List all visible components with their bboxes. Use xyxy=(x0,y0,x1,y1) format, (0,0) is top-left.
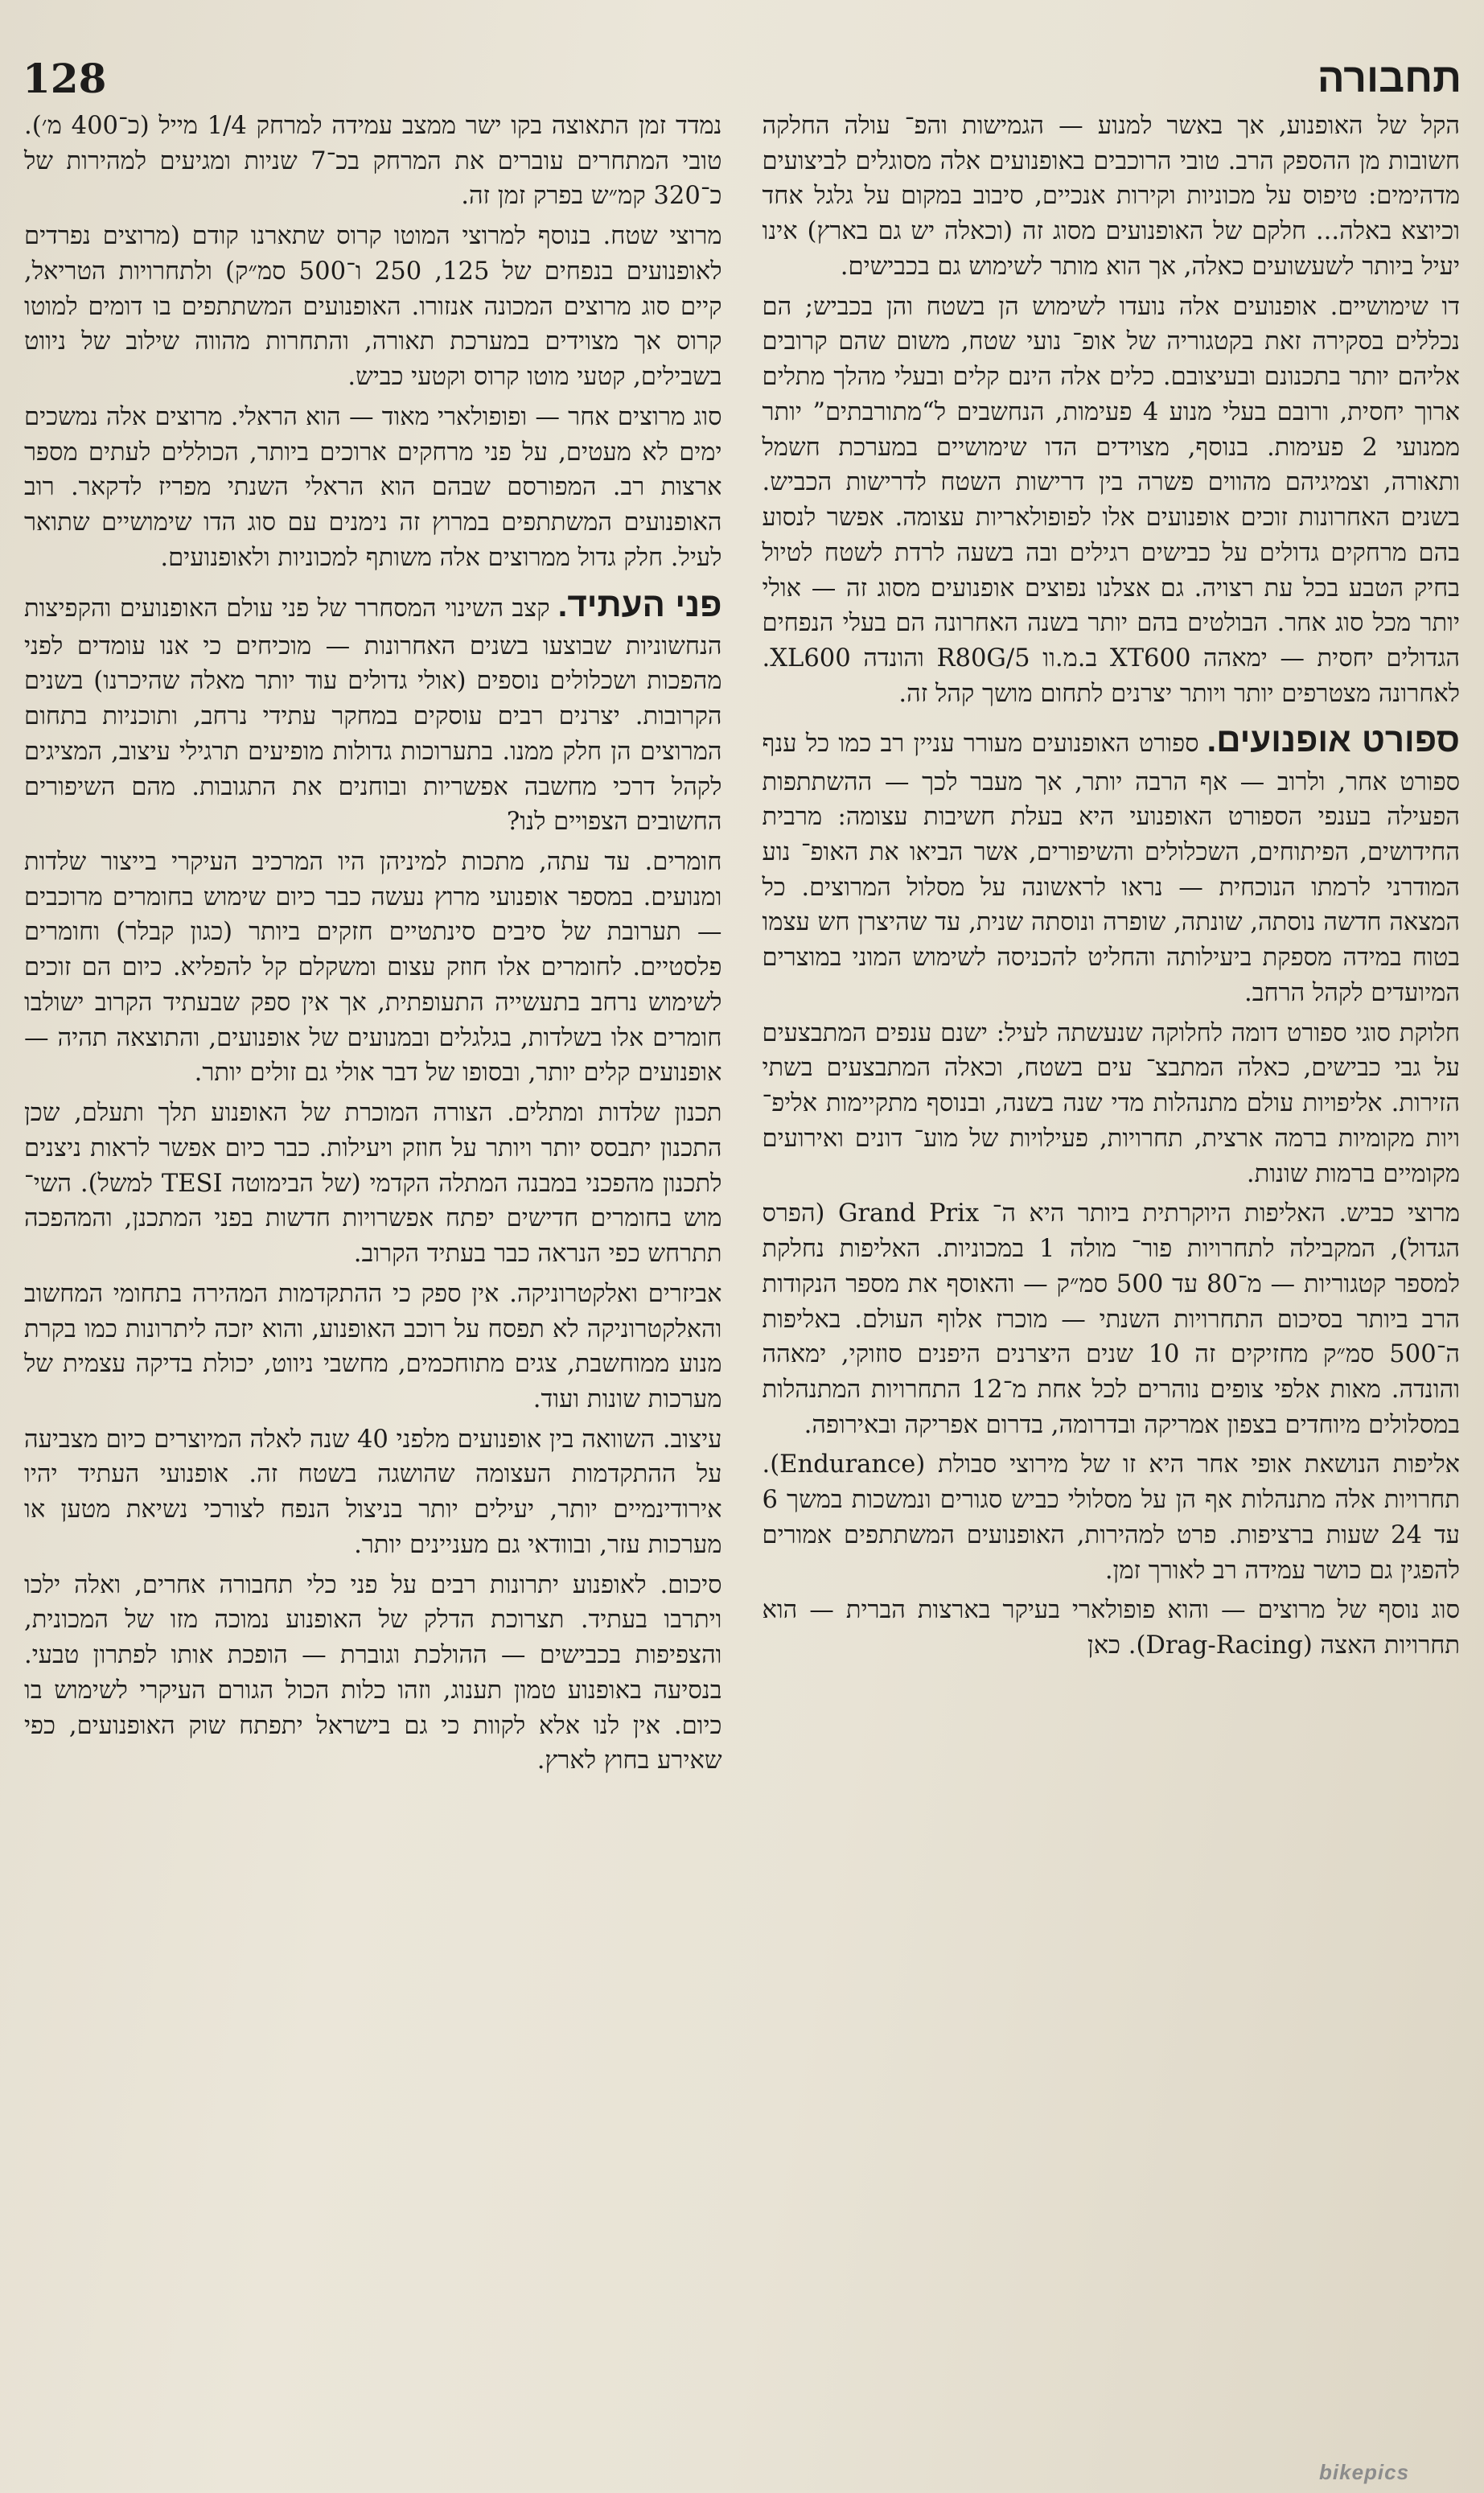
section-heading: ספורט אופנועים. xyxy=(1207,721,1461,759)
section-title: תחבורה xyxy=(1317,56,1461,101)
paragraph xyxy=(763,1196,1461,1442)
running-head xyxy=(23,50,1461,106)
paragraph-text: דו שימושיים. אופנועים אלה נועדו לשימוש הן בשטח והן בכביש; הם נכללים בסקירה זאת בקטגוריה של אופ־ נועי שטח, משום שהם קרובים אליהם יותר בתכנונם ובעיצובם. כלים אלה הינם קלים ובעלי מהלך מתלים ארוך יחסית, ורובם בעלי מנוע 4 פעימות, הנחשבים ל“מתורבתים” יותר ממנועי 2 פעימות. בנוסף, מצוידים הדו שימושיים במערכת חשמל ותאורה, וצמיגיהם מהווים פשרה בין דרישות השטח לדרישות הכביש. בשנים האחרונות זוכים אופנועים אלו לפופולאריות עצומה. אפשר לנסוע בהם מרחקים גדולים על כבישים רגילים ובה בשעה לרדת לשטח לטיול בחיק הטבע בכל עת רצויה. גם אצלנו נפוצים אופנועים מסוג זה — אולי יותר מכל סוג אחר. הבולטים בהם יותר בשנה האחרונה הם בעלי הנפחים הגדולים יחסית — ימאהה XT600 ב.מ.וו R80G/5 והונדה XL600. לאחרונה מצטרפים יותר ויותר יצרנים לתחום מושך קהל זה. xyxy=(762,292,1461,708)
paragraph-text: מרוצי שטח. בנוסף למרוצי המוטו קרוס שתארנו קודם (מרוצים נפרדים לאופנועים בנפחים של 125, 250 ו־500 סמ״ק) ולתחרויות הטריאל, קיים סוג מרוצים המכונה אנזורו. האופנועים המשתתפים בו דומים למוטו קרוס אך מצוידים במערכת תאורה, והתחרות מהווה שילוב של ניווט בשבילים, קטעי מוטו קרוס וקטעי כביש. xyxy=(24,222,722,392)
paragraph-text: הקל של האופנוע, אך באשר למנוע — הגמישות והפ־ עולה החלקה חשובות מן ההספק הרב. טובי הרוכבים באופנועים אלה מסוגלים לביצועים מדהימים: טיפוס על מכוניות וקירות אנכיים, סיבוב במקום על גלגל אחד וכיוצא באלה... חלקם של האופנועים מסוג זה (וכאלה יש גם בארץ) אינו יעיל ביותר לשעשועים כאלה, אך הוא מותר לשימוש גם בכבישים. xyxy=(762,112,1460,281)
paragraph-text: אליפות הנושאת אופי אחר היא זו של מירוצי סבולת (Endurance). תחרויות אלה מתנהלות אף הן על מסלולי כביש סגורים ונמשכות במשך 6 עד 24 שעות ברציפות. פרט למהירות, האופנועים המשתתפים אמורים להפגין גם כושר עמידה רב לאורך זמן. xyxy=(762,1450,1460,1585)
paragraph-text: סיכום. לאופנוע יתרונות רבים על פני כלי תחבורה אחרים, ואלה ילכו ויתרבו בעתיד. תצרוכת הדלק של האופנוע נמוכה מזו של המכונית, והצפיפות בכבישים — ההולכת וגוברת — הופכת אותו לפתרון טבעי. בנסיעה באופנוע טמון תענוג, וזהו כלות הכול הגורם העיקרי לשימוש בו כיום. אין לנו אלא לקוות כי גם בישראל יתפתח שוק האופנועים, כפי שאירע בחוץ לארץ. xyxy=(24,1570,722,1775)
paragraph xyxy=(24,581,722,840)
section-heading: פני העתיד. xyxy=(557,585,722,623)
paragraph xyxy=(24,400,722,576)
paragraph-text: חלוקת סוגי ספורט דומה לחלוקה שנעשתה לעיל: ישנם ענפים המתבצעים על גבי כבישים, כאלה המתבצ־ עים בשטח, וכאלה המתבצעים בשתי הזירות. אליפויות עולם מתנהלות מדי שנה בשנה, ובנוסף מתקיימות אליפ־ ויות מקומיות ברמה ארצית, תחרויות, פעילויות של מוע־ דונים ואירועים מקומיים ברמות שונות. xyxy=(762,1018,1460,1188)
paragraph-text: תכנון שלדות ומתלים. הצורה המוכרת של האופנוע תלך ותעלם, שכן התכנון יתבסס יותר ויותר על חוזק ויעילות. כבר כיום אפשר לראות ניצנים לתכנון מהפכני במבנה המתלה הקדמי (של הבימוטה TESI למשל). השי־ מוש בחומרים חדישים יפתח אפשרויות חדשות בפני המתכנן, והמהפכה תתרחש כפי הנראה כבר בעתיד הקרוב. xyxy=(24,1099,722,1269)
paragraph-text: נמדד זמן התאוצה בקו ישר ממצב עמידה למרחק 1/4 מייל (כ־400 מ׳). טובי המתחרים עוברים את המרחק בכ־7 שניות ומגיעים למהירות של כ־320 קמ״ש בפרק זמן זה. xyxy=(24,112,722,211)
paragraph-text: מרוצי כביש. האליפות היוקרתית ביותר היא ה־ Grand Prix (הפרס הגדול), המקבילה לתחרויות פור־ מולה 1 במכוניות. האליפות נחלקת למספר קטגוריות — מ־80 עד 500 סמ״ק — והאוסף את מספר הנקודות הרב ביותר בסיכום התחרויות השנתי — מוכרז אלוף העולם. באליפות ה־500 סמ״ק מחזיקים זה 10 שנים היצרנים היפנים סוזוקי, ימאהה והונדה. מאות אלפי צופים נוהרים לכל אחת מ־12 התחרויות המתנהלות במסלולים מיוחדים בצפון אמריקה ובדרומה, בדרום אפריקה ובאירופה. xyxy=(762,1199,1460,1439)
paragraph xyxy=(763,1593,1461,1663)
paragraph-text: סוג נוסף של מרוצים — והוא פופולארי בעיקר בארצות הברית — הוא תחרויות האצה (Drag-Racing). כאן xyxy=(762,1596,1460,1660)
page-number: 128 xyxy=(23,54,107,102)
paragraph xyxy=(24,1422,722,1563)
paragraph xyxy=(24,1277,722,1417)
left-column xyxy=(24,109,722,2461)
paragraph xyxy=(763,1447,1461,1588)
paragraph xyxy=(763,1016,1461,1192)
paragraph xyxy=(763,716,1461,1010)
paragraph xyxy=(24,845,722,1091)
paragraph xyxy=(24,1096,722,1272)
paragraph-text: עיצוב. השוואה בין אופנועים מלפני 40 שנה לאלה המיוצרים כיום מצביעה על ההתקדמות העצומה שהושגה בשטח זה. אופנועי העתיד יהיו אירודינמיים יותר, יעילים יותר בניצול הנפח לצורכי נשיאת מטען או מערכות עזר, ובוודאי גם מעניינים יותר. xyxy=(24,1425,722,1559)
paragraph-text: אביזרים ואלקטרוניקה. אין ספק כי ההתקדמות המהירה בתחומי המחשוב והאלקטרוניקה לא תפסח על רוכב האופנוע, והוא יזכה ליתרונות כמו בקרת מנוע ממוחשבת, צגים מתוחכמים, מחשבי ניווט, יכולת בדיקה עצמית של מערכות שונות ועוד. xyxy=(24,1279,722,1414)
watermark: bikepics xyxy=(1319,2460,1410,2484)
paragraph xyxy=(763,109,1461,285)
paragraph-text: חומרים. עד עתה, מתכות למיניהן היו המרכיב העיקרי בייצור שלדות ומנועים. במספר אופנועי מרוץ נעשה כבר כיום שימוש בחומרים מרוכבים — תערובת של סיבים סינתטיים חזקים ביותר (כגון קבלר) וחומרים פלסטיים. לחומרים אלו חוזק עצום ומשקלם קל להפליא. כיום הם זוכים לשימוש נרחב בתעשייה התעופתית, אך אין ספק שבעתיד הקרוב ישולבו חומרים אלו בשלדות, בגלגלים ובמנועים של אופנועים, והתוצאה תהיה — אופנועים קלים יותר, ובסופו של דבר אולי גם זולים יותר. xyxy=(24,848,722,1088)
paragraph-text: סוג מרוצים אחר — ופופולארי מאוד — הוא הראלי. מרוצים אלה נמשכים ימים לא מעטים, על פני מרחקים ארוכים ביותר, הכוללים לעתים מספר ארצות רב. המפורסם שבהם הוא הראלי השנתי מפריז לדקאר. רוב האופנועים המשתתפים במרוץ זה נימנים עם סוג הדו שימושיים שתואר לעיל. חלק גדול ממרוצים אלה משותף למכוניות ולאופנועים. xyxy=(24,402,722,572)
paragraph-text: קצב השינוי המסחרר של פני עולם האופנועים והקפיצות הנחשוניות שבוצעו בשנים האחרונות — מוכיחים כי אנו עומדים לפני מהפכות ושכלולים נוספים (אולי גדולים עוד יותר מאלה שהיכרנו) בשנים הקרובות. יצרנים רבים עוסקים במחקר עתידי נרחב, ותוכניות בתחום המרוצים הן חלק ממנו. בתערוכות גדולות מופיעים תרגילי עיצוב, המציגים לקהל דרכי מחשבה אפשריות ובוחנים את התגובות. מהם השיפורים החשובים הצפויים לנו? xyxy=(24,594,722,837)
paragraph xyxy=(24,219,722,395)
text-columns xyxy=(24,109,1460,2461)
paragraph xyxy=(24,1568,722,1779)
paragraph xyxy=(763,290,1461,712)
right-column xyxy=(763,109,1461,2461)
paragraph xyxy=(24,109,722,214)
paragraph-text: ספורט האופנועים מעורר עניין רב כמו כל ענף ספורט אחר, ולרוב — אף הרבה יותר, אך מעבר לכך — ההשתתפות הפעילה בענפי הספורט האופנועי היא בעלת חשיבות עצומה: מרבית החידושים, הפיתוחים, השכלולים והשיפורים, אשר הביאו את האופ־ נוע המודרני לרמתו הנוכחית — נראו לראשונה על מסלול המרוצים. כל המצאה חדשה נוסתה, שונתה, שופרה ונוסתה שנית, עד שהיצרן חש עצמו בטוח במידה מספקת ביעילותה והחליט להכניסה לשימוש המוני במוצרים המיועדים לקהל הרחב. xyxy=(762,730,1460,1007)
